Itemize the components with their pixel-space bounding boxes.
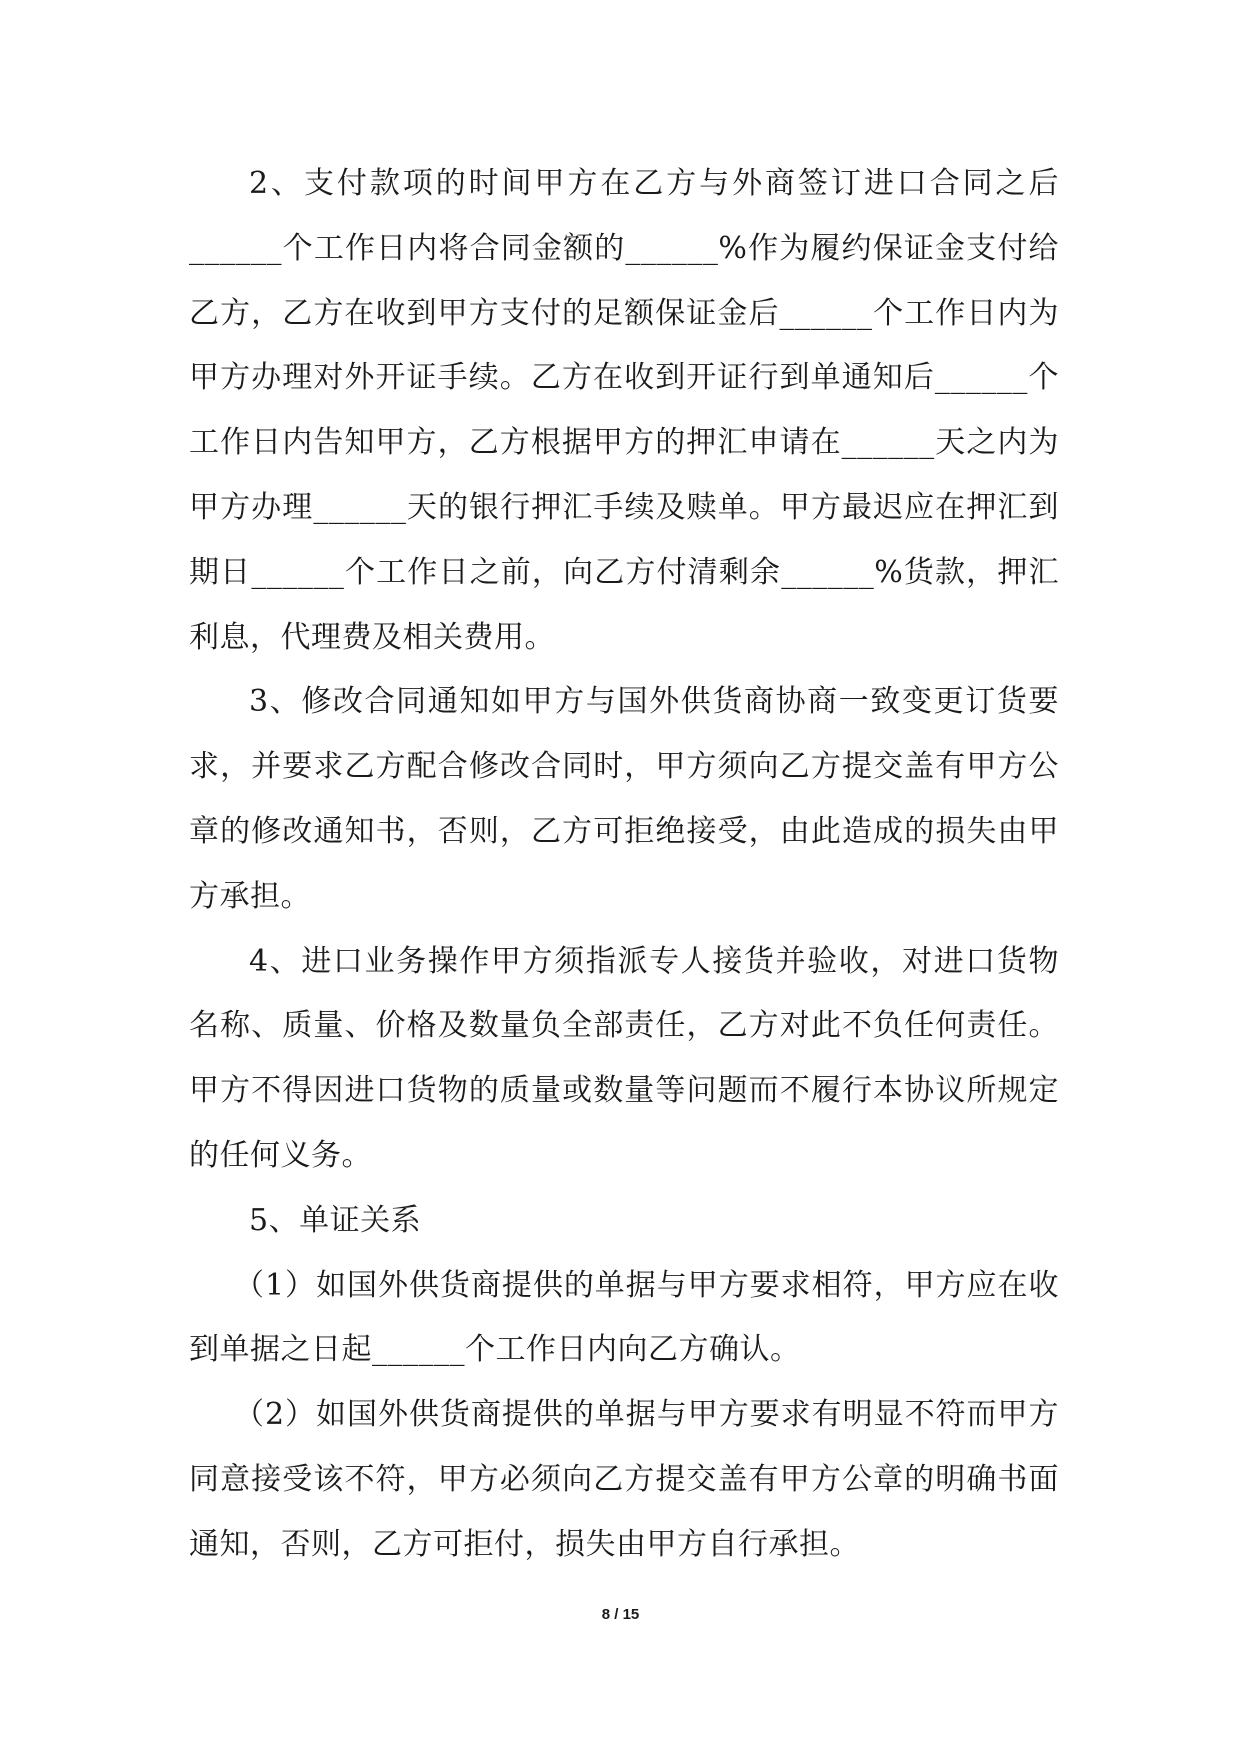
paragraph-payment-time: 2、支付款项的时间甲方在乙方与外商签订进口合同之后______个工作日内将合同金额的______%作为履约保证金支付给乙方，乙方在收到甲方支付的足额保证金后______个工作日内为甲方办理对外开证手续。乙方在收到开证行到单通知后______个工作日内告知甲方，乙方根据甲方的押汇申请在______天之内为甲方办理______天的银行押汇手续及赎单。甲方最迟应在押汇到期日______个工作日之前，向乙方付清剩余______%货款，押汇利息，代理费及相关费用。 bbox=[189, 166, 1059, 655]
paragraph-import-operation: 4、进口业务操作甲方须指派专人接货并验收，对进口货物名称、质量、价格及数量负全部责任，乙方对此不负任何责任。甲方不得因进口货物的质量或数量等问题而不履行本协议所规定的任何义务。 bbox=[189, 943, 1059, 1173]
document-body bbox=[189, 152, 1059, 1578]
page-number: 8 / 15 bbox=[601, 1606, 640, 1623]
paragraph-document-discrepancy: （2）如国外供货商提供的单据与甲方要求有明显不符而甲方同意接受该不符，甲方必须向乙方提交盖有甲方公章的明确书面通知，否则，乙方可拒付，损失由甲方自行承担。 bbox=[189, 1397, 1059, 1562]
paragraph-contract-modification: 3、修改合同通知如甲方与国外供货商协商一致变更订货要求，并要求乙方配合修改合同时，甲方须向乙方提交盖有甲方公章的修改通知书，否则，乙方可拒绝接受，由此造成的损失由甲方承担。 bbox=[189, 684, 1059, 914]
paragraph-document-match: （1）如国外供货商提供的单据与甲方要求相符，甲方应在收到单据之日起______个工作日内向乙方确认。 bbox=[189, 1267, 1059, 1368]
paragraph-document-relation-heading: 5、单证关系 bbox=[249, 1202, 422, 1238]
